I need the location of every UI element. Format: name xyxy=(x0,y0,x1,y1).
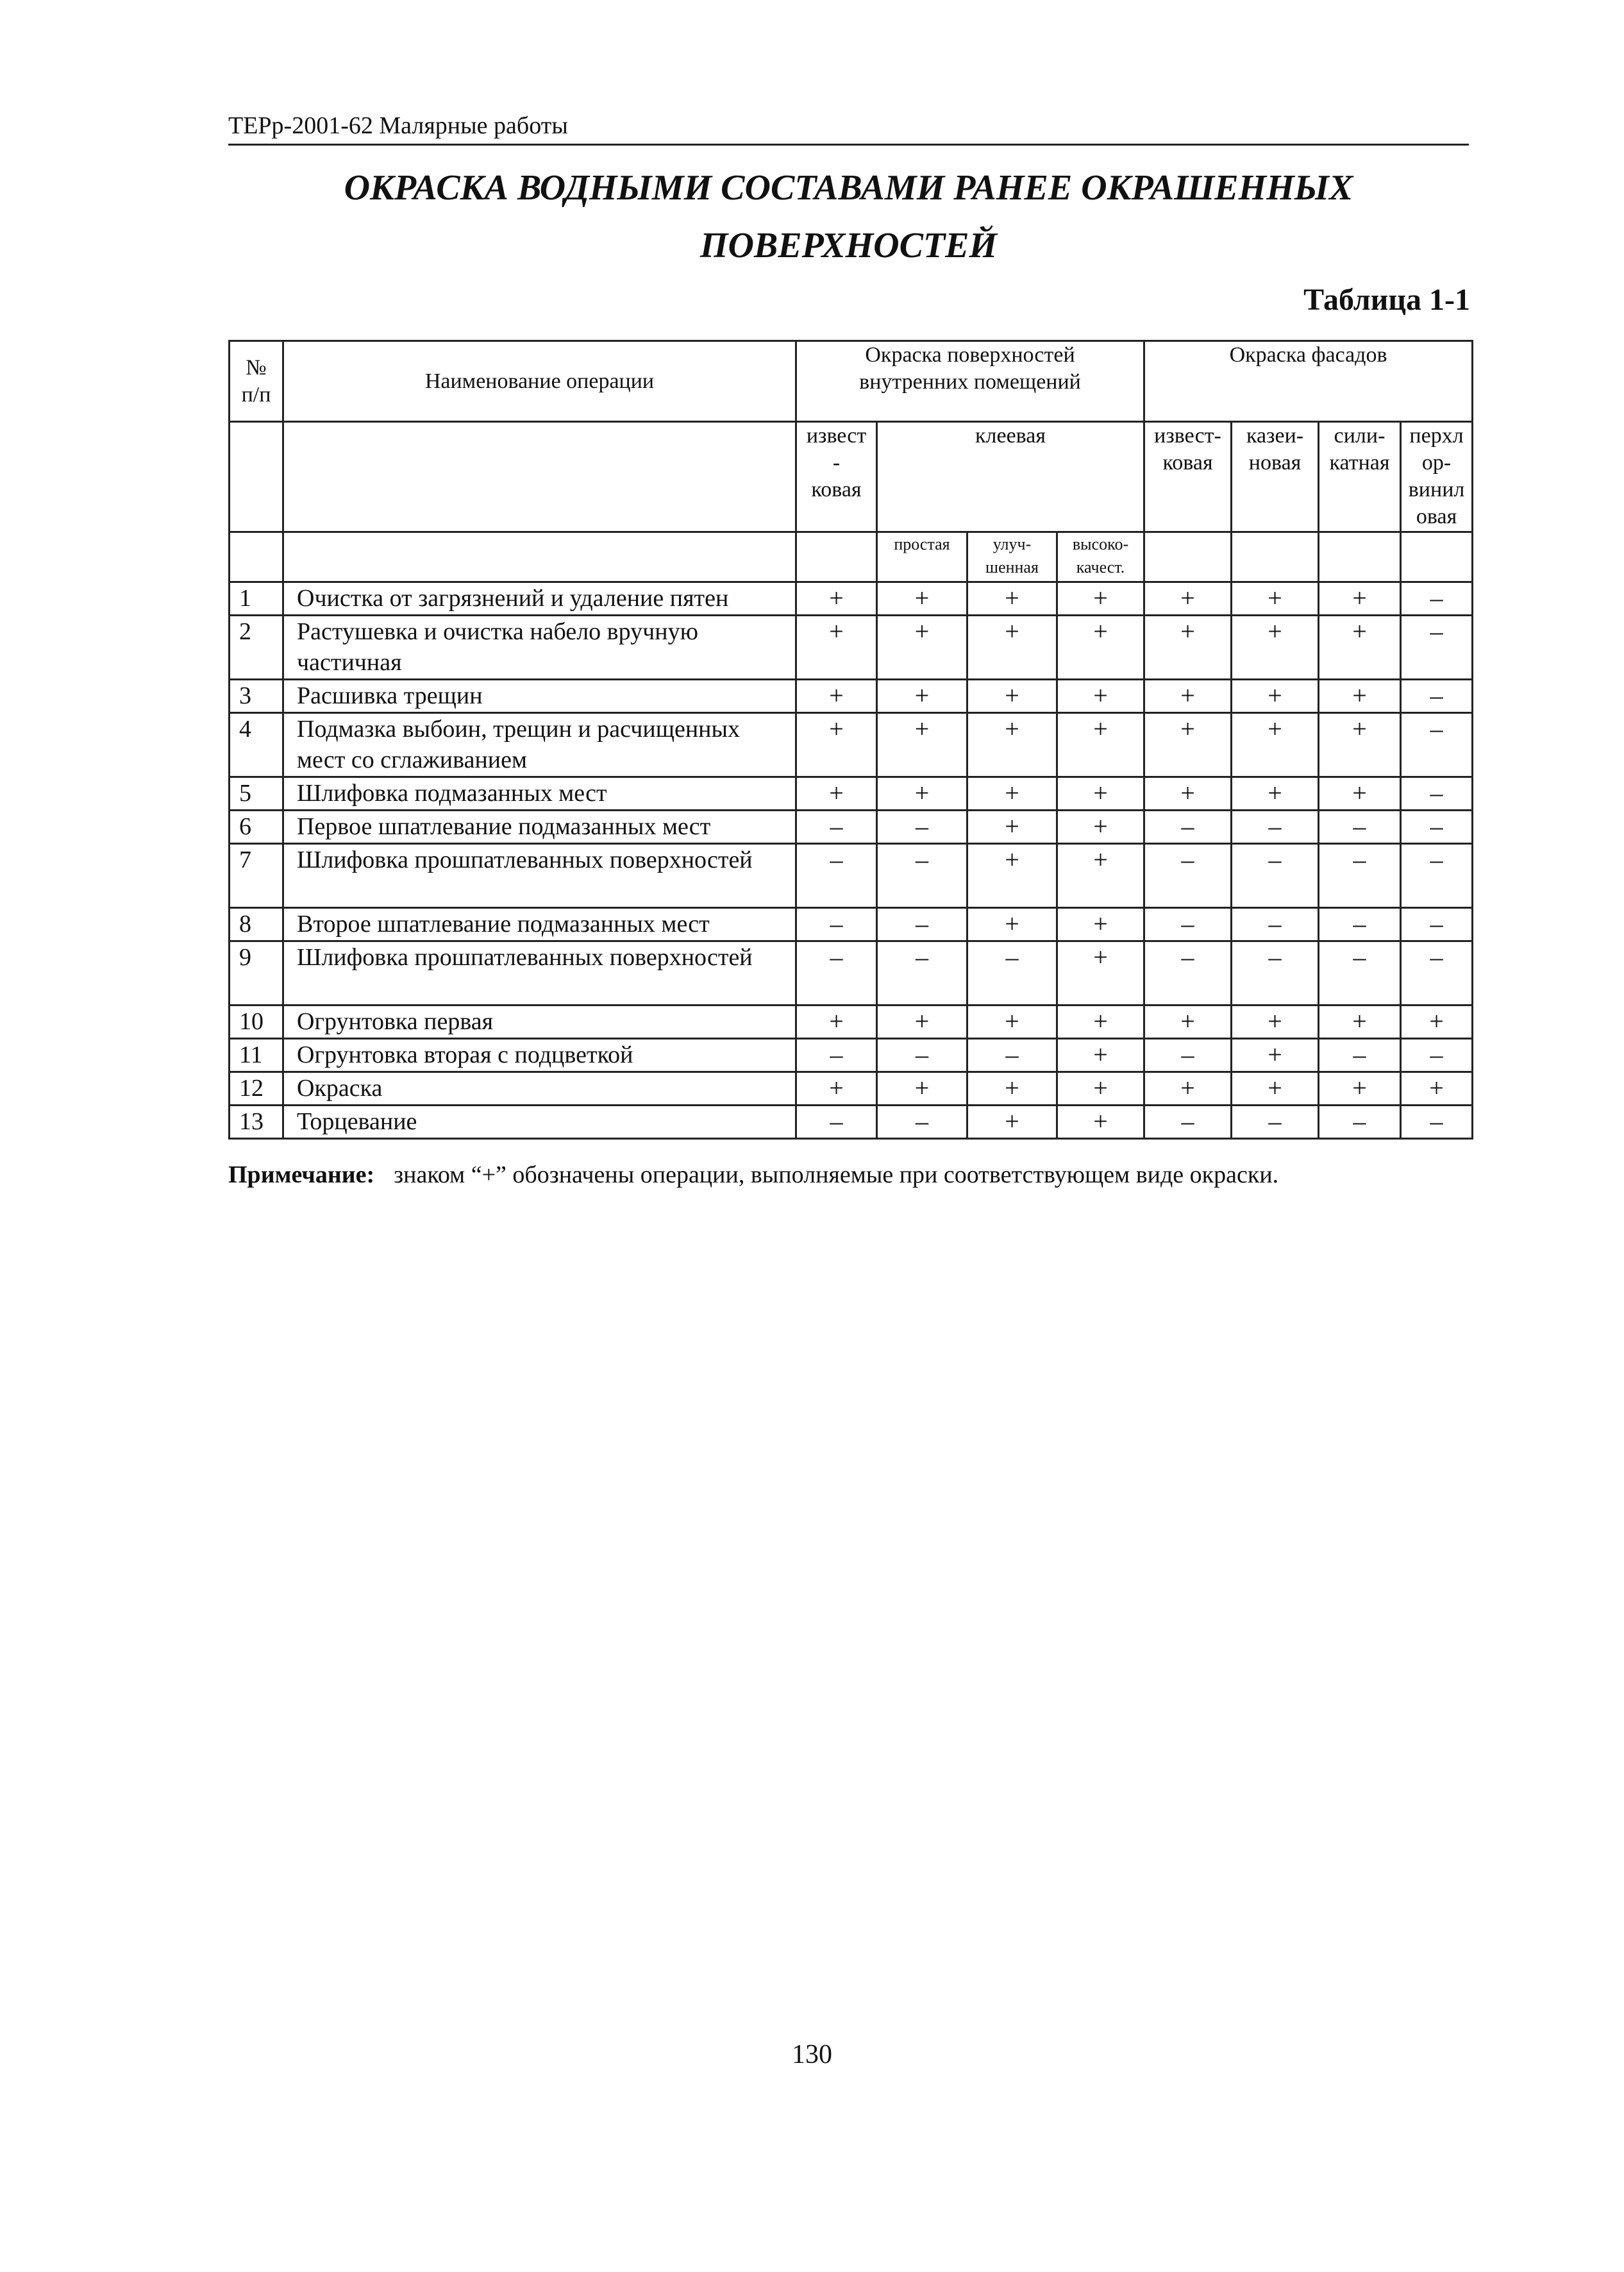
header-empty-cell xyxy=(283,422,796,532)
header-empty-cell xyxy=(1232,532,1319,582)
operation-mark: + xyxy=(1057,616,1144,680)
row-number: 10 xyxy=(230,1006,283,1039)
operation-mark: – xyxy=(1401,941,1473,1006)
note-text: знаком “+” обозначены операции, выполняемые при соответствующем виде окраски. xyxy=(394,1161,1279,1188)
operation-mark: + xyxy=(967,680,1057,713)
operation-mark: + xyxy=(877,582,967,616)
operation-mark: – xyxy=(1232,811,1319,844)
operation-mark: + xyxy=(1232,1006,1319,1039)
table-row xyxy=(230,1006,1473,1039)
operation-mark: – xyxy=(877,908,967,941)
row-number: 7 xyxy=(230,844,283,908)
operation-mark: + xyxy=(877,1072,967,1106)
operation-mark: + xyxy=(1319,582,1401,616)
operation-mark: + xyxy=(1057,811,1144,844)
operation-mark: – xyxy=(1401,1106,1473,1139)
operation-mark: + xyxy=(1057,1006,1144,1039)
header-glue: клеевая xyxy=(877,422,1144,532)
operation-mark: + xyxy=(1232,680,1319,713)
operation-mark: – xyxy=(967,1039,1057,1072)
operation-mark: + xyxy=(1057,777,1144,811)
row-number: 2 xyxy=(230,616,283,680)
operation-mark: + xyxy=(1232,1072,1319,1106)
operation-mark: – xyxy=(1401,616,1473,680)
operation-name: Шлифовка прошпатлеванных поверхностей xyxy=(283,941,796,1006)
table-row xyxy=(230,811,1473,844)
header-glue-high-quality: высоко- качест. xyxy=(1057,532,1144,582)
operation-name: Шлифовка прошпатлеванных поверхностей xyxy=(283,844,796,908)
operation-mark: + xyxy=(1319,680,1401,713)
operation-name: Растушевка и очистка набело вручную частичная xyxy=(283,616,796,680)
operation-mark: – xyxy=(1319,811,1401,844)
header-lime-facade: извест- ковая xyxy=(1144,422,1232,532)
operation-mark: + xyxy=(1144,1072,1232,1106)
operation-mark: + xyxy=(1144,680,1232,713)
operation-mark: – xyxy=(1144,811,1232,844)
operation-mark: – xyxy=(796,811,877,844)
operation-mark: – xyxy=(1401,908,1473,941)
row-number: 13 xyxy=(230,1106,283,1139)
operation-mark: + xyxy=(967,582,1057,616)
operation-mark: + xyxy=(1319,777,1401,811)
operation-mark: + xyxy=(967,1106,1057,1139)
operation-mark: + xyxy=(1057,713,1144,777)
operation-mark: – xyxy=(1232,908,1319,941)
operation-mark: – xyxy=(1401,811,1473,844)
operation-mark: – xyxy=(877,1106,967,1139)
operation-name: Подмазка выбоин, трещин и расчищенных мест со сглаживанием xyxy=(283,713,796,777)
operation-mark: + xyxy=(1319,1006,1401,1039)
operation-mark: – xyxy=(796,908,877,941)
operation-mark: + xyxy=(1057,941,1144,1006)
operation-mark: – xyxy=(1319,908,1401,941)
table-row xyxy=(230,777,1473,811)
operation-mark: + xyxy=(1319,616,1401,680)
operation-mark: + xyxy=(967,713,1057,777)
operation-mark: – xyxy=(1401,713,1473,777)
page-number: 130 xyxy=(792,2040,832,2069)
operation-mark: – xyxy=(1319,941,1401,1006)
operation-mark: + xyxy=(796,713,877,777)
operation-mark: + xyxy=(1401,1006,1473,1039)
operation-mark: – xyxy=(877,844,967,908)
operation-mark: + xyxy=(1232,582,1319,616)
operation-mark: – xyxy=(877,941,967,1006)
operation-mark: + xyxy=(796,1072,877,1106)
header-facade-painting: Окраска фасадов xyxy=(1144,341,1473,422)
operation-mark: + xyxy=(1401,1072,1473,1106)
operation-mark: + xyxy=(1144,713,1232,777)
operation-mark: + xyxy=(967,844,1057,908)
table-row xyxy=(230,941,1473,1006)
operation-mark: + xyxy=(1144,616,1232,680)
operation-mark: + xyxy=(1144,582,1232,616)
operation-name: Расшивка трещин xyxy=(283,680,796,713)
operation-mark: – xyxy=(796,1039,877,1072)
operation-mark: – xyxy=(796,844,877,908)
operation-name: Очистка от загрязнений и удаление пятен xyxy=(283,582,796,616)
header-number: № п/п xyxy=(230,341,283,422)
row-number: 11 xyxy=(230,1039,283,1072)
table-row xyxy=(230,1039,1473,1072)
operation-mark: – xyxy=(1319,844,1401,908)
operation-mark: + xyxy=(967,908,1057,941)
header-casein-facade: казеи- новая xyxy=(1232,422,1319,532)
table-label: Таблица 1-1 xyxy=(1303,283,1470,317)
document-header: ТЕРр-2001-62 Малярные работы xyxy=(228,110,1469,146)
row-number: 12 xyxy=(230,1072,283,1106)
header-operation-name: Наименование операции xyxy=(283,341,796,422)
operation-name: Шлифовка подмазанных мест xyxy=(283,777,796,811)
operation-mark: + xyxy=(796,777,877,811)
operation-mark: – xyxy=(1401,680,1473,713)
operation-mark: + xyxy=(1232,1039,1319,1072)
operation-mark: – xyxy=(1144,941,1232,1006)
operation-mark: + xyxy=(1057,908,1144,941)
header-empty-cell xyxy=(1144,532,1232,582)
table-row xyxy=(230,908,1473,941)
operation-mark: + xyxy=(1057,1039,1144,1072)
operation-mark: – xyxy=(796,1106,877,1139)
operation-mark: – xyxy=(1144,908,1232,941)
table-row xyxy=(230,582,1473,616)
operation-mark: – xyxy=(1401,777,1473,811)
operation-mark: + xyxy=(877,1006,967,1039)
operation-mark: – xyxy=(877,811,967,844)
operation-mark: + xyxy=(967,616,1057,680)
header-empty-cell xyxy=(230,422,283,532)
header-glue-simple: простая xyxy=(877,532,967,582)
header-interior-painting: Окраска поверхностей внутренних помещений xyxy=(796,341,1144,422)
operation-mark: + xyxy=(1232,777,1319,811)
table-row xyxy=(230,680,1473,713)
operation-mark: – xyxy=(1144,1039,1232,1072)
operation-mark: – xyxy=(1232,941,1319,1006)
operation-name: Огрунтовка вторая с подцветкой xyxy=(283,1039,796,1072)
table-row xyxy=(230,713,1473,777)
header-glue-improved: улуч- шенная xyxy=(967,532,1057,582)
operation-mark: + xyxy=(1057,844,1144,908)
header-silicate-facade: сили- катная xyxy=(1319,422,1401,532)
operation-mark: + xyxy=(877,777,967,811)
row-number: 4 xyxy=(230,713,283,777)
operation-mark: – xyxy=(1232,844,1319,908)
operation-name: Окраска xyxy=(283,1072,796,1106)
header-empty-cell xyxy=(796,532,877,582)
header-empty-cell xyxy=(1401,532,1473,582)
operation-mark: + xyxy=(1319,713,1401,777)
table-row xyxy=(230,1106,1473,1139)
operation-mark: – xyxy=(1144,844,1232,908)
operation-name: Первое шпатлевание подмазанных мест xyxy=(283,811,796,844)
operation-mark: + xyxy=(1057,1106,1144,1139)
row-number: 9 xyxy=(230,941,283,1006)
operation-mark: + xyxy=(1144,1006,1232,1039)
operation-name: Торцевание xyxy=(283,1106,796,1139)
table-row xyxy=(230,844,1473,908)
page-title-line-2: ПОВЕРХНОСТЕЙ xyxy=(699,226,998,265)
operation-mark: – xyxy=(877,1039,967,1072)
header-empty-cell xyxy=(230,532,283,582)
header-perchlorovinyl-facade: перхл ор- винил овая xyxy=(1401,422,1473,532)
operation-mark: – xyxy=(1144,1106,1232,1139)
operation-name: Второе шпатлевание подмазанных мест xyxy=(283,908,796,941)
operation-mark: + xyxy=(1319,1072,1401,1106)
operation-mark: + xyxy=(796,1006,877,1039)
operation-mark: – xyxy=(1401,582,1473,616)
operation-mark: – xyxy=(796,941,877,1006)
operation-mark: – xyxy=(967,941,1057,1006)
table-row xyxy=(230,616,1473,680)
row-number: 6 xyxy=(230,811,283,844)
operation-name: Огрунтовка первая xyxy=(283,1006,796,1039)
row-number: 5 xyxy=(230,777,283,811)
page-title-line-1: ОКРАСКА ВОДНЫМИ СОСТАВАМИ РАНЕЕ ОКРАШЕННЫХ xyxy=(344,168,1353,208)
operation-mark: + xyxy=(1232,616,1319,680)
operation-mark: + xyxy=(1057,582,1144,616)
row-number: 1 xyxy=(230,582,283,616)
row-number: 8 xyxy=(230,908,283,941)
operation-mark: – xyxy=(1401,844,1473,908)
note-label: Примечание: xyxy=(228,1161,375,1188)
table-row xyxy=(230,1072,1473,1106)
operation-mark: + xyxy=(967,1006,1057,1039)
operation-mark: + xyxy=(877,616,967,680)
operation-mark: + xyxy=(967,1072,1057,1106)
operation-mark: – xyxy=(1232,1106,1319,1139)
operation-mark: + xyxy=(796,616,877,680)
operation-mark: + xyxy=(967,811,1057,844)
header-empty-cell xyxy=(1319,532,1401,582)
operation-mark: + xyxy=(1144,777,1232,811)
operation-mark: + xyxy=(1057,1072,1144,1106)
operation-mark: + xyxy=(877,680,967,713)
note xyxy=(228,1159,1278,1190)
operation-mark: – xyxy=(1319,1039,1401,1072)
header-empty-cell xyxy=(283,532,796,582)
operation-mark: + xyxy=(1232,713,1319,777)
operation-mark: + xyxy=(877,713,967,777)
header-lime-interior: извест - ковая xyxy=(796,422,877,532)
operation-mark: – xyxy=(1401,1039,1473,1072)
operations-table xyxy=(228,340,1473,1140)
row-number: 3 xyxy=(230,680,283,713)
operation-mark: – xyxy=(1319,1106,1401,1139)
operation-mark: + xyxy=(796,680,877,713)
operation-mark: + xyxy=(796,582,877,616)
operation-mark: + xyxy=(1057,680,1144,713)
operation-mark: + xyxy=(967,777,1057,811)
